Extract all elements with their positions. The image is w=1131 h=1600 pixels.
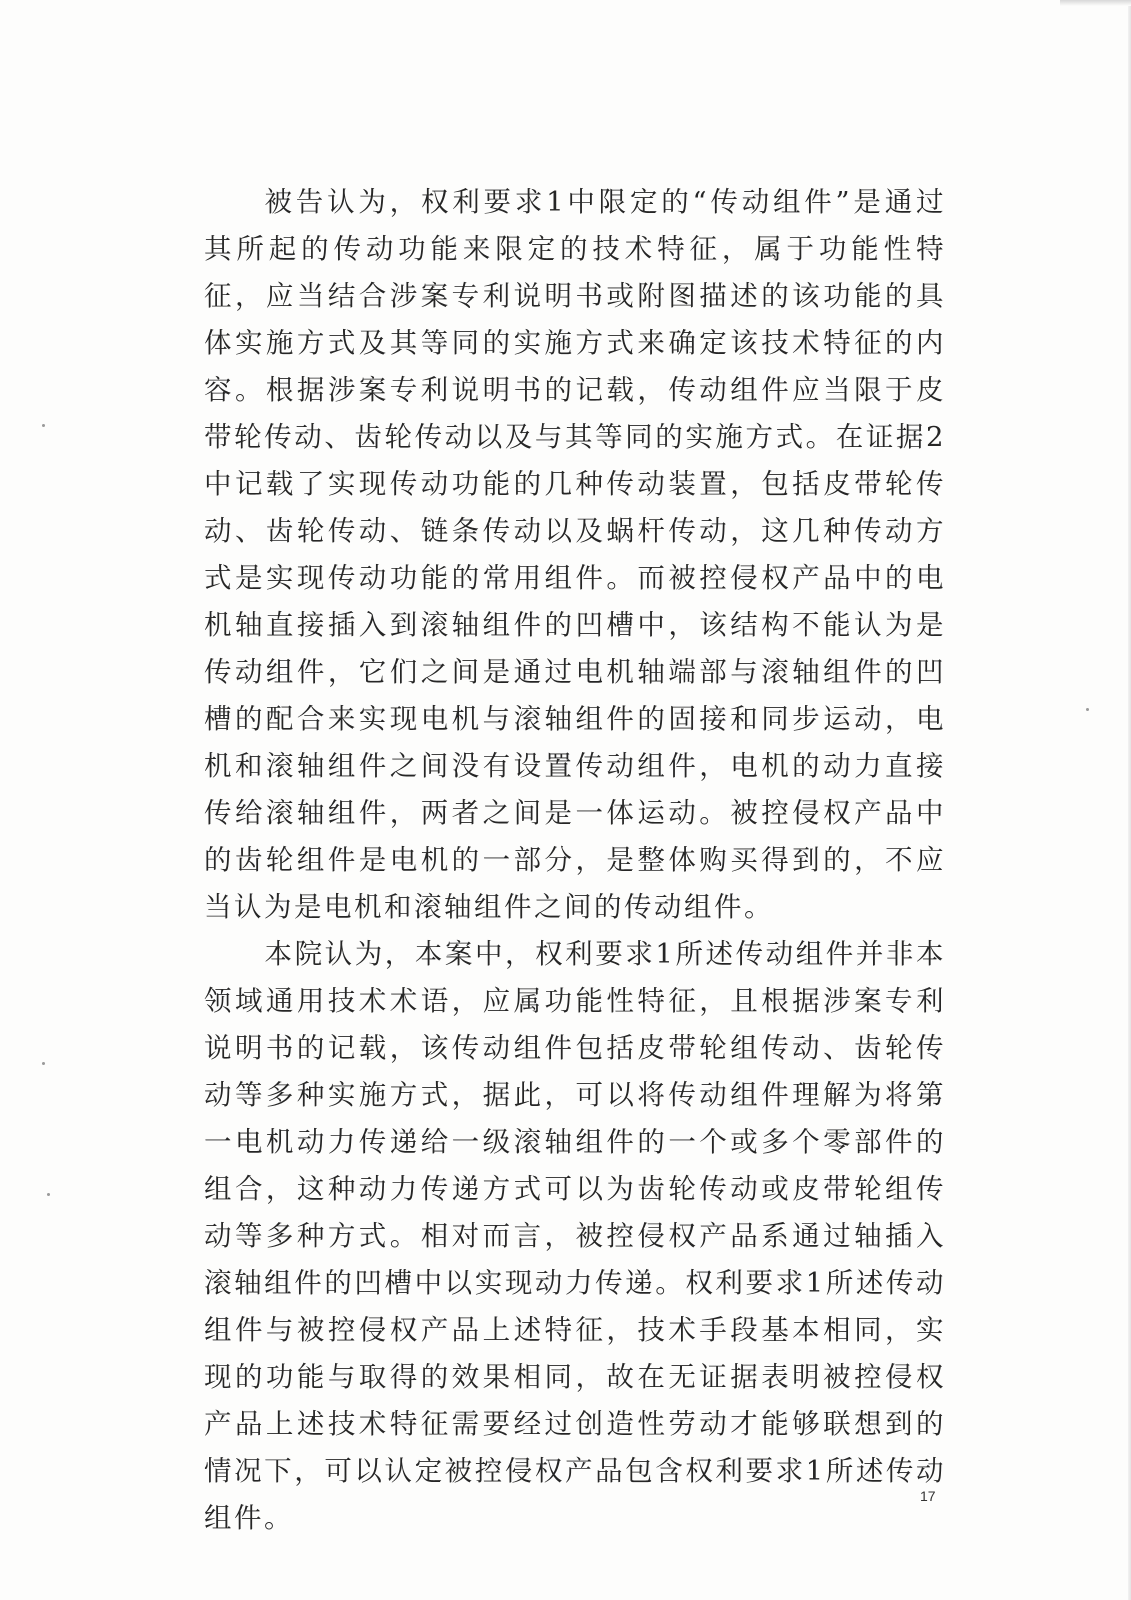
scan-speck xyxy=(1086,708,1089,711)
scan-speck xyxy=(47,1193,50,1196)
scan-speck xyxy=(42,424,45,427)
document-body xyxy=(204,179,946,1542)
page-number: 17 xyxy=(920,1488,936,1504)
paragraph-court-opinion: 本院认为，本案中，权利要求1所述传动组件并非本领域通用技术术语，应属功能性特征，且根据涉案专利说明书的记载，该传动组件包括皮带轮组传动、齿轮传动等多种实施方式，据此，可以将传动组件理解为将第一电机动力传递给一级滚轴组件的一个或多个零部件的组合，这种动力传递方式可以为齿轮传动或皮带轮组传动等多种方式。相对而言，被控侵权产品系通过轴插入滚轴组件的凹槽中以实现动力传递。权利要求1所述传动组件与被控侵权产品上述特征，技术手段基本相同，实现的功能与取得的效果相同，故在无证据表明被控侵权产品上述技术特征需要经过创造性劳动才能够联想到的情况下，可以认定被控侵权产品包含权利要求1所述传动组件。 xyxy=(204,938,946,1534)
scan-edge xyxy=(1060,0,1131,6)
paragraph-defendant-argument: 被告认为，权利要求1中限定的“传动组件”是通过其所起的传动功能来限定的技术特征，属于功能性特征，应当结合涉案专利说明书或附图描述的该功能的具体实施方式及其等同的实施方式来确定该技术特征的内容。根据涉案专利说明书的记载，传动组件应当限于皮带轮传动、齿轮传动以及与其等同的实施方式。在证据2中记载了实现传动功能的几种传动装置，包括皮带轮传动、齿轮传动、链条传动以及蜗杆传动，这几种传动方式是实现传动功能的常用组件。而被控侵权产品中的电机轴直接插入到滚轴组件的凹槽中，该结构不能认为是传动组件，它们之间是通过电机轴端部与滚轴组件的凹槽的配合来实现电机与滚轴组件的固接和同步运动，电机和滚轴组件之间没有设置传动组件，电机的动力直接传给滚轴组件，两者之间是一体运动。被控侵权产品中的齿轮组件是电机的一部分，是整体购买得到的，不应当认为是电机和滚轴组件之间的传动组件。 xyxy=(204,186,946,923)
scan-speck xyxy=(42,1062,45,1065)
